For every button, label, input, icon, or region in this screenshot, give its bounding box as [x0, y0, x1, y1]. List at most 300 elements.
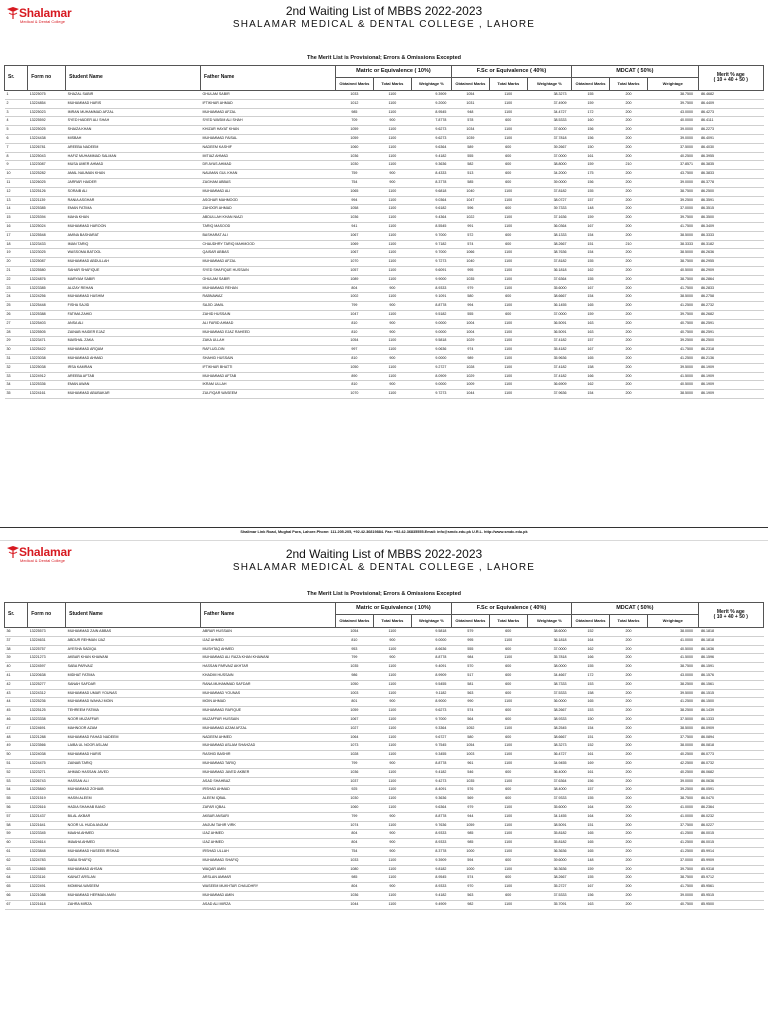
cell-matric-obtained: 1003 — [335, 689, 373, 698]
cell-mdcat-weightage: 38.2500 — [647, 707, 698, 716]
cell-fsc-weightage: 36.4727 — [527, 751, 571, 760]
cell-father-name: ANJUM TAHIR VIRK — [201, 821, 336, 830]
cell-fsc-weightage: 35.8182 — [527, 839, 571, 848]
cell-student-name: IMAN TARIQ — [66, 240, 201, 249]
cell-sr: 18 — [5, 240, 28, 249]
cell-matric-obtained: 1012 — [335, 99, 373, 108]
cell-fsc-total: 1100 — [489, 319, 527, 328]
cell-fsc-total: 600 — [489, 293, 527, 302]
cell-father-name: MUHAMMAD AFTAB — [201, 372, 336, 381]
cell-matric-obtained: 994 — [335, 196, 373, 205]
table-row — [5, 795, 764, 804]
cell-fsc-obtained: 979 — [451, 803, 489, 812]
cell-mdcat-total: 200 — [610, 742, 648, 751]
cell-fsc-total: 1100 — [489, 847, 527, 856]
cell-sr: 52 — [5, 768, 28, 777]
cell-student-name: SABA SHAFIQ — [66, 856, 201, 865]
cell-mdcat-weightage: 37.5000 — [647, 715, 698, 724]
cell-father-name: WASEEM MUKHTAR CHAUDHRY — [201, 883, 336, 892]
cell-fsc-weightage: 36.1818 — [527, 636, 571, 645]
cell-fsc-obtained: 581 — [451, 680, 489, 689]
cell-student-name: LAIBA UL NOOR ASLAM — [66, 742, 201, 751]
cell-form-no: 13223848 — [28, 847, 66, 856]
cell-mdcat-total: 200 — [610, 222, 648, 231]
cell-matric-weightage: 9.4182 — [411, 768, 451, 777]
table-row — [5, 874, 764, 883]
cell-fsc-weightage: 37.9636 — [527, 390, 571, 399]
cell-fsc-weightage: 35.7818 — [527, 654, 571, 663]
cell-fsc-weightage: 34.4727 — [527, 108, 571, 117]
cell-mdcat-obtained: 158 — [572, 363, 610, 372]
cell-student-name: BILAL AKBAR — [66, 812, 201, 821]
cell-matric-weightage: 8.9545 — [411, 874, 451, 883]
cell-merit-percentage: 86.2318 — [698, 346, 763, 355]
cell-matric-obtained: 1035 — [335, 663, 373, 672]
merit-header-line2: ( 10 + 40 + 50 ) — [713, 614, 748, 620]
cell-matric-obtained: 1060 — [335, 803, 373, 812]
cell-matric-weightage: 9.7000 — [411, 249, 451, 258]
cell-matric-weightage: 8.9000 — [411, 698, 451, 707]
cell-sr: 5 — [5, 126, 28, 135]
cell-merit-percentage: 86.4682 — [698, 91, 763, 100]
cell-matric-total: 1100 — [373, 680, 411, 689]
cell-student-name: ALIZAY REHAN — [66, 284, 201, 293]
cell-matric-weightage: 9.3909 — [411, 856, 451, 865]
cell-mdcat-weightage: 41.7500 — [647, 222, 698, 231]
cell-student-name: MUHAMMAD ZAIN ABBAS — [66, 628, 201, 637]
cell-fsc-weightage: 36.5091 — [527, 328, 571, 337]
cell-sr: 1 — [5, 91, 28, 100]
cell-fsc-total: 1100 — [489, 258, 527, 267]
cell-mdcat-obtained: 155 — [572, 795, 610, 804]
cell-form-no: 13225403 — [28, 319, 66, 328]
cell-father-name: ZAHOOR AHMAD — [201, 205, 336, 214]
cell-mdcat-total: 200 — [610, 108, 648, 117]
table-row — [5, 117, 764, 126]
cell-fsc-weightage: 38.6667 — [527, 293, 571, 302]
cell-fsc-obtained: 574 — [451, 874, 489, 883]
cell-merit-percentage: 86.4030 — [698, 143, 763, 152]
cell-matric-obtained: 1028 — [335, 751, 373, 760]
cell-father-name: IRSHAD AHMAD — [201, 786, 336, 795]
logo-subtitle: Medical & Dental College — [20, 19, 65, 24]
cell-merit-percentage: 86.3333 — [698, 231, 763, 240]
cell-matric-obtained: 1030 — [335, 795, 373, 804]
cell-student-name: SHAZAL SABIR — [66, 91, 201, 100]
cell-matric-weightage: 9.6273 — [411, 126, 451, 135]
cell-mdcat-weightage: 39.0000 — [647, 777, 698, 786]
cell-father-name: MUHAMMAD ASLAM SHAHZAD — [201, 742, 336, 751]
cell-form-no: 13221139 — [28, 196, 66, 205]
cell-sr: 32 — [5, 363, 28, 372]
cell-matric-total: 900 — [373, 284, 411, 293]
cell-fsc-total: 600 — [489, 795, 527, 804]
cell-matric-weightage: 9.0000 — [411, 636, 451, 645]
table-row — [5, 645, 764, 654]
cell-matric-obtained: 1044 — [335, 900, 373, 909]
cell-matric-obtained: 804 — [335, 830, 373, 839]
cell-form-no: 13225448 — [28, 302, 66, 311]
cell-student-name: MUHAMMAD HASEEB IRSHAD — [66, 847, 201, 856]
cell-fsc-weightage: 36.1455 — [527, 302, 571, 311]
cell-form-no: 13224597 — [28, 663, 66, 672]
cell-sr: 23 — [5, 284, 28, 293]
cell-form-no: 13225394 — [28, 214, 66, 223]
merit-table-body — [5, 628, 764, 910]
cell-mdcat-total: 200 — [610, 170, 648, 179]
cell-fsc-obtained: 580 — [451, 293, 489, 302]
cell-student-name: MUHAMMAD ABUBAKAR — [66, 390, 201, 399]
cell-fsc-obtained: 1022 — [451, 214, 489, 223]
cell-fsc-obtained: 1009 — [451, 381, 489, 390]
cell-merit-percentage: 86.1596 — [698, 654, 763, 663]
cell-student-name: AREEBA AFTAB — [66, 372, 201, 381]
cell-student-name: MUHAMMAD ZOHAIB — [66, 786, 201, 795]
cell-matric-total: 1100 — [373, 240, 411, 249]
cell-mdcat-total: 200 — [610, 812, 648, 821]
cell-fsc-weightage: 37.4909 — [527, 99, 571, 108]
cell-matric-total: 1100 — [373, 293, 411, 302]
table-row — [5, 759, 764, 768]
cell-mdcat-total: 200 — [610, 134, 648, 143]
cell-matric-weightage: 9.6182 — [411, 205, 451, 214]
cell-sr: 53 — [5, 777, 28, 786]
cell-father-name: SYED WASIM ALI SHAH — [201, 117, 336, 126]
cell-fsc-weightage: 35.9636 — [527, 354, 571, 363]
table-row — [5, 786, 764, 795]
table-row — [5, 742, 764, 751]
cell-mdcat-total: 200 — [610, 187, 648, 196]
cell-mdcat-obtained: 154 — [572, 390, 610, 399]
cell-mdcat-weightage: 41.2500 — [647, 830, 698, 839]
table-row — [5, 724, 764, 733]
cell-father-name: IRSHAD ULLAH — [201, 847, 336, 856]
cell-student-name: AREEBA NADEEM — [66, 143, 201, 152]
cell-sr: 13 — [5, 196, 28, 205]
cell-fsc-obtained: 580 — [451, 733, 489, 742]
cell-mdcat-total: 200 — [610, 231, 648, 240]
cell-father-name: RASHID BASHIR — [201, 751, 336, 760]
cell-matric-total: 900 — [373, 830, 411, 839]
cell-matric-total: 1100 — [373, 707, 411, 716]
cell-matric-obtained: 804 — [335, 284, 373, 293]
table-row — [5, 91, 764, 100]
cell-fsc-obtained: 589 — [451, 143, 489, 152]
cell-student-name: MUSA UMER AHMAD — [66, 161, 201, 170]
cell-fsc-weightage: 37.4182 — [527, 363, 571, 372]
cell-fsc-weightage: 37.8182 — [527, 258, 571, 267]
cell-mdcat-obtained: 148 — [572, 856, 610, 865]
cell-matric-weightage: 9.3909 — [411, 91, 451, 100]
table-row — [5, 266, 764, 275]
cell-fsc-obtained: 570 — [451, 663, 489, 672]
cell-sr: 24 — [5, 293, 28, 302]
cell-matric-total: 1100 — [373, 143, 411, 152]
cell-sr: 3 — [5, 108, 28, 117]
cell-mdcat-total: 200 — [610, 636, 648, 645]
cell-student-name: FATIMA ZAHID — [66, 310, 201, 319]
cell-fsc-total: 1100 — [489, 91, 527, 100]
cell-student-name: SHAIZA KHAN — [66, 126, 201, 135]
cell-mdcat-weightage: 40.7500 — [647, 900, 698, 909]
cell-matric-obtained: 1065 — [335, 187, 373, 196]
cell-student-name: AKBAR KHAN KHAWANI — [66, 654, 201, 663]
cell-matric-weightage: 9.0364 — [411, 196, 451, 205]
cell-mdcat-weightage: 39.0000 — [647, 134, 698, 143]
cell-form-no: 13225277 — [28, 680, 66, 689]
cell-sr: 36 — [5, 628, 28, 637]
cell-mdcat-total: 200 — [610, 91, 648, 100]
cell-merit-percentage: 86.0682 — [698, 768, 763, 777]
cell-matric-obtained: 1059 — [335, 134, 373, 143]
cell-mdcat-obtained: 155 — [572, 258, 610, 267]
cell-form-no: 13224631 — [28, 636, 66, 645]
cell-matric-total: 1100 — [373, 346, 411, 355]
cell-mdcat-total: 200 — [610, 628, 648, 637]
table-row — [5, 337, 764, 346]
cell-merit-percentage: 86.1439 — [698, 707, 763, 716]
cell-mdcat-weightage: 39.2500 — [647, 786, 698, 795]
cell-form-no: 13224256 — [28, 293, 66, 302]
cell-student-name: IMAAHA AHMED — [66, 839, 201, 848]
cell-mdcat-obtained: 172 — [572, 108, 610, 117]
cell-mdcat-weightage: 39.2500 — [647, 337, 698, 346]
cell-mdcat-total: 200 — [610, 900, 648, 909]
cell-matric-total: 900 — [373, 319, 411, 328]
cell-father-name: IJAZ AHMED — [201, 839, 336, 848]
cell-mdcat-obtained: 166 — [572, 654, 610, 663]
cell-fsc-weightage: 38.1333 — [527, 231, 571, 240]
cell-fsc-total: 1100 — [489, 636, 527, 645]
cell-merit-percentage: 86.2732 — [698, 302, 763, 311]
cell-matric-weightage: 9.3364 — [411, 724, 451, 733]
cell-sr: 20 — [5, 258, 28, 267]
col-header-matric-total: Total Marks — [373, 78, 411, 91]
cell-sr: 7 — [5, 143, 28, 152]
cell-merit-percentage: 86.2758 — [698, 293, 763, 302]
table-row — [5, 161, 764, 170]
cell-matric-obtained: 1054 — [335, 337, 373, 346]
cell-mdcat-total: 200 — [610, 293, 648, 302]
cell-mdcat-obtained: 163 — [572, 328, 610, 337]
cell-matric-weightage: 8.9545 — [411, 108, 451, 117]
cell-matric-total: 1100 — [373, 777, 411, 786]
cell-fsc-weightage: 34.9455 — [527, 759, 571, 768]
cell-mdcat-obtained: 155 — [572, 91, 610, 100]
cell-mdcat-obtained: 163 — [572, 319, 610, 328]
cell-fsc-weightage: 37.6364 — [527, 777, 571, 786]
cell-fsc-total: 1100 — [489, 742, 527, 751]
cell-merit-percentage: 86.0909 — [698, 724, 763, 733]
cell-mdcat-weightage: 39.5000 — [647, 689, 698, 698]
cell-fsc-obtained: 984 — [451, 654, 489, 663]
cell-matric-total: 1100 — [373, 108, 411, 117]
cell-fsc-total: 1100 — [489, 821, 527, 830]
cell-mdcat-total: 200 — [610, 205, 648, 214]
cell-form-no: 13224438 — [28, 134, 66, 143]
col-header-fsc-obtained: Obtained Marks — [451, 615, 489, 628]
cell-form-no: 13223566 — [28, 742, 66, 751]
cell-matric-obtained: 1073 — [335, 742, 373, 751]
cell-fsc-total: 1100 — [489, 830, 527, 839]
cell-matric-weightage: 9.4273 — [411, 777, 451, 786]
cell-matric-obtained: 801 — [335, 698, 373, 707]
cell-fsc-obtained: 555 — [451, 645, 489, 654]
cell-matric-total: 900 — [373, 883, 411, 892]
cell-mdcat-weightage: 39.7500 — [647, 214, 698, 223]
college-name: SHALAMAR MEDICAL & DENTAL COLLEGE , LAHORE — [232, 562, 536, 573]
cell-merit-percentage: 86.1909 — [698, 363, 763, 372]
cell-matric-total: 1100 — [373, 205, 411, 214]
cell-merit-percentage: 86.4409 — [698, 99, 763, 108]
list-title: 2nd Waiting List of MBBS 2022-2023 — [285, 547, 483, 561]
cell-matric-obtained: 799 — [335, 302, 373, 311]
cell-mdcat-weightage: 41.7500 — [647, 284, 698, 293]
cell-fsc-total: 1100 — [489, 812, 527, 821]
cell-mdcat-total: 200 — [610, 821, 648, 830]
cell-mdcat-total: 200 — [610, 698, 648, 707]
merit-table — [4, 602, 764, 910]
cell-matric-total: 900 — [373, 654, 411, 663]
cell-mdcat-weightage: 39.0000 — [647, 126, 698, 135]
cell-matric-total: 1100 — [373, 249, 411, 258]
cell-mdcat-weightage: 37.0000 — [647, 856, 698, 865]
cell-matric-obtained: 890 — [335, 372, 373, 381]
table-row — [5, 284, 764, 293]
cell-mdcat-obtained: 154 — [572, 724, 610, 733]
cell-matric-weightage: 9.9000 — [411, 275, 451, 284]
cell-fsc-obtained: 1003 — [451, 751, 489, 760]
cell-form-no: 13225573 — [28, 628, 66, 637]
cell-form-no: 13221437 — [28, 812, 66, 821]
cell-fsc-obtained: 1029 — [451, 372, 489, 381]
cell-matric-obtained: 1054 — [335, 628, 373, 637]
cell-fsc-weightage: 37.9333 — [527, 795, 571, 804]
cell-mdcat-weightage: 41.2500 — [647, 302, 698, 311]
cell-student-name: MARYAM SABIR — [66, 275, 201, 284]
cell-fsc-total: 1100 — [489, 134, 527, 143]
cell-student-name: EMAN FATIMA — [66, 205, 201, 214]
cell-sr: 35 — [5, 390, 28, 399]
cell-mdcat-total: 200 — [610, 346, 648, 355]
cell-fsc-total: 1100 — [489, 266, 527, 275]
cell-matric-obtained: 799 — [335, 759, 373, 768]
cell-father-name: ZAFAR IQBAL — [201, 803, 336, 812]
cell-matric-weightage: 9.7545 — [411, 742, 451, 751]
cell-father-name: RANA MUHAMMAD SAFDAR — [201, 680, 336, 689]
col-header-sr: Sr. — [5, 66, 28, 91]
cell-student-name: MUHAMMAD HERMAN AMIN — [66, 891, 201, 900]
cell-mdcat-weightage: 41.2500 — [647, 698, 698, 707]
cell-form-no: 13224475 — [28, 759, 66, 768]
cell-matric-obtained: 1036 — [335, 768, 373, 777]
cell-matric-total: 900 — [373, 170, 411, 179]
cell-mdcat-total: 200 — [610, 310, 648, 319]
cell-matric-total: 900 — [373, 328, 411, 337]
cell-fsc-total: 1100 — [489, 249, 527, 258]
cell-fsc-obtained: 991 — [451, 222, 489, 231]
cell-mdcat-obtained: 156 — [572, 891, 610, 900]
cell-matric-obtained: 709 — [335, 117, 373, 126]
cell-student-name: MUHAMMAD UMAR YOUNAS — [66, 689, 201, 698]
cell-mdcat-weightage: 43.7500 — [647, 170, 698, 179]
cell-father-name: MUHAMMAD EJAZ RAHEED — [201, 328, 336, 337]
cell-student-name: MUHAMMAD HASHIM — [66, 293, 201, 302]
cell-father-name: NADEEM AHMED — [201, 733, 336, 742]
table-row — [5, 830, 764, 839]
cell-merit-percentage: 86.1818 — [698, 628, 763, 637]
cell-matric-total: 1100 — [373, 214, 411, 223]
col-group-mdcat: MDCAT ( 50%) — [572, 603, 699, 615]
cell-mdcat-total: 200 — [610, 795, 648, 804]
cell-matric-total: 1100 — [373, 900, 411, 909]
cell-matric-total: 1100 — [373, 628, 411, 637]
cell-matric-obtained: 804 — [335, 839, 373, 848]
cell-form-no: 13224854 — [28, 99, 66, 108]
cell-father-name: IJAZ AHMED — [201, 636, 336, 645]
cell-fsc-obtained: 994 — [451, 302, 489, 311]
cell-matric-total: 1100 — [373, 874, 411, 883]
cell-mdcat-total: 200 — [610, 390, 648, 399]
cell-mdcat-obtained: 162 — [572, 266, 610, 275]
cell-fsc-total: 600 — [489, 310, 527, 319]
cell-fsc-weightage: 34.1455 — [527, 812, 571, 821]
cell-merit-percentage: 86.1591 — [698, 663, 763, 672]
cell-matric-obtained: 953 — [335, 645, 373, 654]
cell-matric-weightage: 9.5818 — [411, 337, 451, 346]
cell-sr: 63 — [5, 865, 28, 874]
cell-fsc-obtained: 572 — [451, 231, 489, 240]
cell-sr: 11 — [5, 178, 28, 187]
cell-father-name: MUHAMMAD SHAFIQ — [201, 856, 336, 865]
document-heading — [0, 547, 768, 573]
cell-fsc-weightage: 37.8182 — [527, 187, 571, 196]
cell-father-name: MUHAMMAD AMIN — [201, 891, 336, 900]
table-row — [5, 187, 764, 196]
table-row — [5, 390, 764, 399]
cell-matric-obtained: 941 — [335, 222, 373, 231]
cell-sr: 46 — [5, 715, 28, 724]
cell-matric-obtained: 1059 — [335, 707, 373, 716]
cell-matric-obtained: 1033 — [335, 856, 373, 865]
cell-mdcat-total: 200 — [610, 883, 648, 892]
cell-form-no: 13221618 — [28, 900, 66, 909]
cell-mdcat-total: 200 — [610, 214, 648, 223]
cell-mdcat-weightage: 41.0000 — [647, 803, 698, 812]
table-row — [5, 205, 764, 214]
cell-matric-obtained: 1036 — [335, 152, 373, 161]
cell-form-no: 13226025 — [28, 178, 66, 187]
col-group-fsc: F.Sc or Equivalence ( 40%) — [451, 66, 571, 78]
cell-merit-percentage: 86.0894 — [698, 733, 763, 742]
table-row — [5, 768, 764, 777]
cell-fsc-weightage: 35.6000 — [527, 284, 571, 293]
cell-form-no: 13224783 — [28, 856, 66, 865]
cell-fsc-total: 1100 — [489, 759, 527, 768]
cell-fsc-total: 600 — [489, 715, 527, 724]
cell-fsc-total: 1100 — [489, 222, 527, 231]
cell-matric-weightage: 9.0000 — [411, 354, 451, 363]
col-header-matric-obtained: Obtained Marks — [335, 615, 373, 628]
cell-matric-weightage: 8.6636 — [411, 645, 451, 654]
cell-father-name: HASSAN PARVAIZ AKHTAR — [201, 663, 336, 672]
cell-student-name: MUHAMMAD FAHAD NADEEM — [66, 733, 201, 742]
cell-merit-percentage: 86.2955 — [698, 258, 763, 267]
cell-sr: 28 — [5, 328, 28, 337]
cell-mdcat-weightage: 38.2500 — [647, 680, 698, 689]
cell-father-name: GHULAM SABIR — [201, 91, 336, 100]
cell-matric-total: 1100 — [373, 231, 411, 240]
